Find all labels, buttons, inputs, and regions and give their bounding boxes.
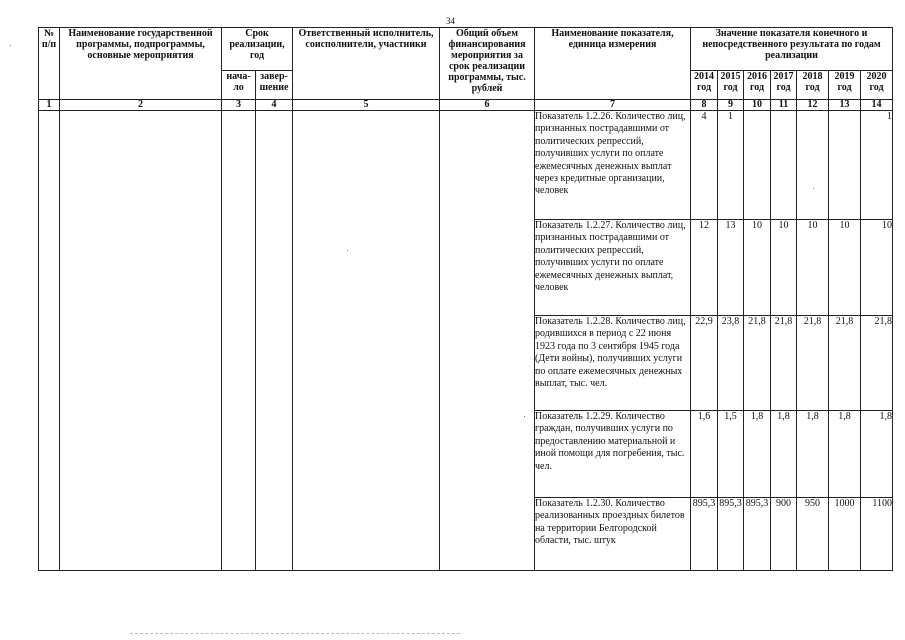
indicator-value: 1 [861, 111, 893, 220]
header-year: 2020 год [861, 71, 893, 100]
indicator-value: 1,8 [861, 411, 893, 498]
column-number: 9 [718, 100, 744, 111]
indicator-name: Показатель 1.2.29. Количество граждан, получивших услуги по предоставлению материальной и иной помощи для погребения, тыс. чел. [535, 411, 691, 498]
column-number: 5 [293, 100, 440, 111]
header-funding: Общий объем финансирования мероприятия за срок реализации программы, тыс. рублей [440, 28, 535, 100]
header-num: № п/п [39, 28, 60, 100]
header-year: 2019 год [829, 71, 861, 100]
indicator-value: 21,8 [771, 316, 797, 411]
indicator-value: 4 [691, 111, 718, 220]
header-year: 2016 год [744, 71, 771, 100]
cell-start-empty [222, 111, 256, 571]
indicator-value: 1,8 [744, 411, 771, 498]
indicator-value [829, 111, 861, 220]
program-indicators-table [38, 27, 893, 571]
column-number: 11 [771, 100, 797, 111]
indicator-value: 21,8 [861, 316, 893, 411]
header-executor: Ответственный исполнитель, соисполнители, участники [293, 28, 440, 100]
column-number: 8 [691, 100, 718, 111]
column-number: 12 [797, 100, 829, 111]
indicator-value: 10 [744, 220, 771, 316]
column-number: 7 [535, 100, 691, 111]
header-year: 2018 год [797, 71, 829, 100]
table-row [39, 111, 893, 220]
indicator-value: 895,3 [718, 498, 744, 571]
column-numbers-row [39, 100, 893, 111]
indicator-value: 1,6 [691, 411, 718, 498]
indicator-value: 1000 [829, 498, 861, 571]
indicator-name: Показатель 1.2.26. Количество лиц, признанных пострадавшими от политических репрессий, получивших услуги по оплате ежемесячных денежных выплат через кредитные организации, человек [535, 111, 691, 220]
cell-program-empty [60, 111, 222, 571]
indicator-value: 1,8 [829, 411, 861, 498]
column-number: 10 [744, 100, 771, 111]
header-year: 2015 год [718, 71, 744, 100]
indicator-value: 1,8 [797, 411, 829, 498]
indicator-value: 21,8 [829, 316, 861, 411]
scan-speck [10, 45, 11, 46]
scan-speck [524, 416, 525, 417]
header-term-end: завер-шение [256, 71, 293, 100]
column-number: 14 [861, 100, 893, 111]
indicator-value [797, 111, 829, 220]
header-term: Срок реализации, год [222, 28, 293, 71]
header-term-start: нача-ло [222, 71, 256, 100]
scan-edge-line [130, 633, 460, 635]
header-program: Наименование государственной программы, подпрограммы, основные мероприятия [60, 28, 222, 100]
indicator-name: Показатель 1.2.27. Количество лиц, признанных пострадавшими от политических репрессий, получивших услуги по оплате ежемесячных денежных выплат, человек [535, 220, 691, 316]
column-number: 13 [829, 100, 861, 111]
indicator-value: 1,8 [771, 411, 797, 498]
cell-funding-empty [440, 111, 535, 571]
indicator-value: 22,9 [691, 316, 718, 411]
indicator-value [771, 111, 797, 220]
column-number: 1 [39, 100, 60, 111]
header-year: 2017 год [771, 71, 797, 100]
indicator-value: 1100 [861, 498, 893, 571]
indicator-value: 10 [771, 220, 797, 316]
indicator-name: Показатель 1.2.28. Количество лиц, родившихся в период с 22 июня 1923 года по 3 сентября 1945 года (Дети войны), получивших услуги по оплате ежемесячных денежных выплат, тыс. чел. [535, 316, 691, 411]
indicator-value: 10 [797, 220, 829, 316]
cell-end-empty [256, 111, 293, 571]
indicator-value: 10 [861, 220, 893, 316]
column-number: 6 [440, 100, 535, 111]
column-number: 3 [222, 100, 256, 111]
indicator-value: 950 [797, 498, 829, 571]
indicator-value: 895,3 [744, 498, 771, 571]
indicator-value: 10 [829, 220, 861, 316]
scan-speck [347, 250, 348, 251]
cell-num-empty [39, 111, 60, 571]
indicator-value: 13 [718, 220, 744, 316]
header-indicator: Наименование показателя, единица измерения [535, 28, 691, 100]
header-year: 2014 год [691, 71, 718, 100]
indicator-value: 1 [718, 111, 744, 220]
column-number: 4 [256, 100, 293, 111]
indicator-name: Показатель 1.2.30. Количество реализованных проездных билетов на территории Белгородской области, тыс. штук [535, 498, 691, 571]
indicator-value: 1,5 [718, 411, 744, 498]
indicator-value: 21,8 [797, 316, 829, 411]
indicator-value: 12 [691, 220, 718, 316]
header-values: Значение показателя конечного и непосредственного результата по годам реализации [691, 28, 893, 71]
indicator-value: 23,8 [718, 316, 744, 411]
cell-executor-empty [293, 111, 440, 571]
indicator-value: 21,8 [744, 316, 771, 411]
scan-speck [813, 188, 814, 189]
header-row [39, 28, 893, 71]
scan-speck [721, 410, 722, 411]
indicator-value: 895,3 [691, 498, 718, 571]
indicator-value [744, 111, 771, 220]
column-number: 2 [60, 100, 222, 111]
indicator-value: 900 [771, 498, 797, 571]
page-number: 34 [446, 16, 455, 26]
